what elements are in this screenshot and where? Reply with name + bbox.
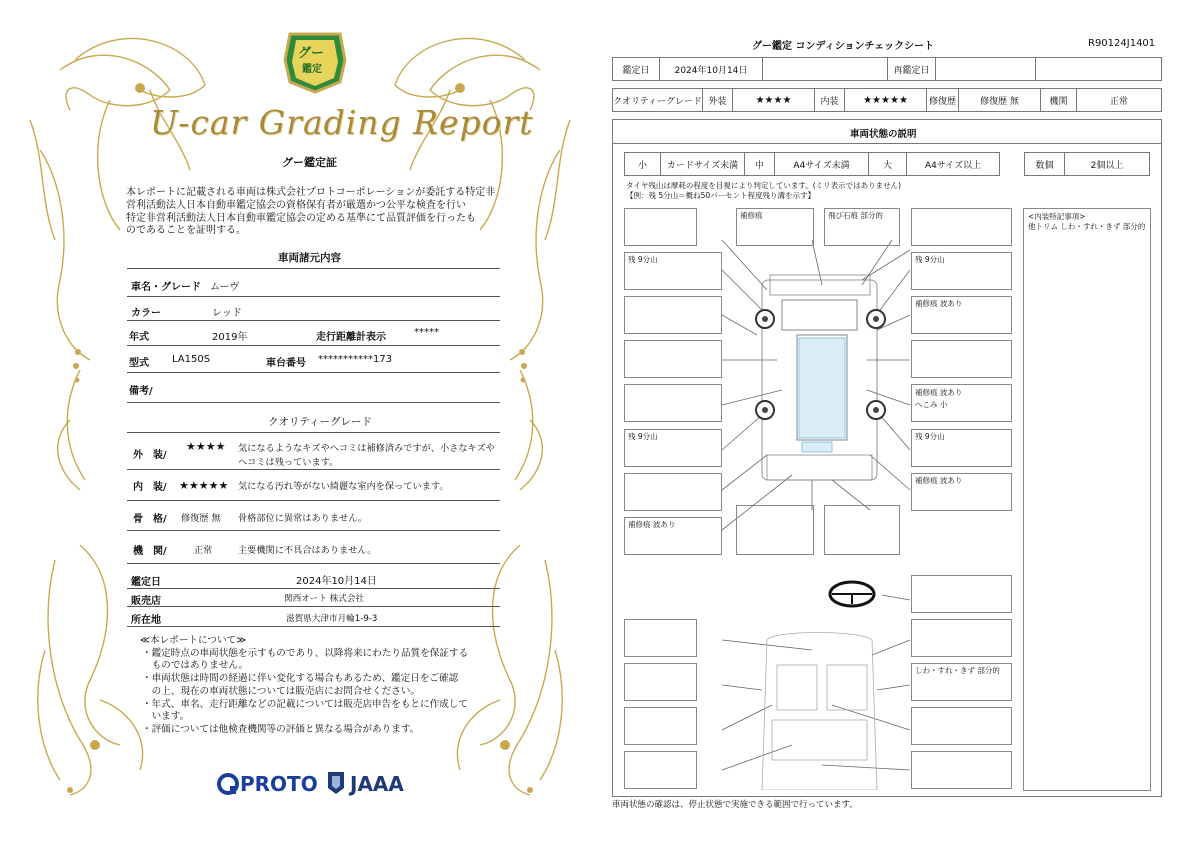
engine-label: 機関: [1041, 89, 1077, 111]
car-name-value: ムーヴ: [210, 282, 240, 293]
cert-line: のであることを証明する。: [126, 225, 246, 236]
engine-label: 機 関/: [133, 546, 167, 557]
engine-value: 正常: [194, 545, 213, 556]
damage-box: [624, 296, 722, 334]
legend-medium-desc: A4サイズ未満: [775, 153, 869, 175]
divider: [127, 320, 500, 321]
damage-box: 補修痕 波あり: [911, 296, 1012, 334]
damage-text: へこみ 小: [915, 400, 948, 409]
frame-label: 骨 格/: [133, 514, 167, 525]
exterior-description: 気になるようなキズやヘコミは補修済みですが、小さなキズや: [238, 443, 495, 454]
about-line: ・年式、車名、走行距離などの記載については販売店申告をもとに作成して: [142, 699, 468, 710]
remarks-label: 備考/: [129, 386, 153, 397]
report-title: U-car Grading Report: [150, 103, 534, 142]
tire-box-rear-left: 残 9分山: [624, 429, 722, 467]
quality-grade-label: クオリティーグレード: [613, 89, 703, 111]
quality-grade-title: クオリティーグレード: [268, 416, 372, 428]
interior-notes-title: <内装特記事項>: [1028, 212, 1086, 221]
interior-box: [624, 707, 697, 745]
divider: [127, 345, 500, 346]
address-value: 滋賀県大津市月輪1-9-3: [286, 614, 378, 624]
divider: [127, 268, 500, 269]
exterior-description: ヘコミは残っています。: [238, 457, 339, 468]
interior-box: [624, 663, 697, 701]
damage-box: 補修痕: [736, 208, 814, 246]
interior-label: 内 装/: [133, 482, 167, 493]
damage-box: 補修痕 波あり: [911, 473, 1012, 511]
damage-box: [911, 340, 1012, 378]
about-line: ものではありません。: [142, 660, 249, 671]
empty-cell: [1036, 58, 1161, 80]
interior-label: 内装: [815, 89, 845, 111]
damage-box: 補修痕 波あり: [624, 517, 722, 555]
damage-box: [911, 384, 1012, 422]
tire-box-front-right: 残 9分山: [911, 252, 1012, 290]
interior-notes-body: 他トリム しわ・すれ・きず 部分的: [1028, 222, 1146, 231]
spec-title: 車両諸元内容: [278, 252, 341, 264]
about-line: の上、現在の車両状態については販売店にお問合せください。: [142, 686, 421, 697]
color-label: カラー: [131, 308, 161, 319]
color-value: レッド: [212, 308, 242, 319]
proto-logo-text: PROTO: [240, 772, 318, 796]
interior-box: [911, 751, 1012, 789]
condition-check-sheet: [600, 0, 1200, 848]
quality-grade-row: [612, 88, 1162, 112]
badge-top-text: グー: [298, 46, 325, 61]
damage-size-legend: [624, 152, 1000, 176]
damage-text: 補修痕 波あり: [915, 388, 963, 397]
appraisal-date-label: 鑑定日: [613, 58, 660, 80]
chassis-label: 車台番号: [266, 358, 306, 369]
jaaa-logo-text: JAAA: [350, 772, 404, 796]
interior-stars: ★★★★★: [179, 479, 229, 492]
engine-value: 正常: [1109, 96, 1128, 107]
certificate-title: グー鑑定証: [282, 156, 337, 169]
damage-box: [624, 473, 722, 511]
damage-box: [624, 340, 722, 378]
legend-small-desc: カードサイズ未満: [661, 153, 745, 175]
reappraisal-date-label: 再鑑定日: [888, 58, 936, 80]
exterior-label: 外装: [703, 89, 733, 111]
repair-history-label: 修復歴: [927, 89, 959, 111]
damage-box: [624, 384, 722, 422]
divider: [127, 563, 500, 564]
proto-logo-icon: [216, 772, 240, 796]
legend-count: 数個: [1025, 153, 1065, 175]
divider: [127, 402, 500, 403]
cert-line: 営利活動法人日本自動車鑑定協会の資格保有者が厳選かつ公平な検査を行い: [126, 200, 466, 211]
interior-box: [624, 619, 697, 657]
tire-note: タイヤ残山は摩耗の程度を目視により判定しています。(ミリ表示ではありません): [626, 181, 902, 190]
divider: [127, 469, 500, 470]
tire-box-rear-right: 残 9分山: [911, 429, 1012, 467]
repair-history-value: 修復歴 無: [959, 89, 1041, 111]
mileage-value: *****: [414, 327, 439, 338]
chassis-value: ***********173: [318, 354, 393, 365]
mileage-label: 走行距離計表示: [316, 332, 386, 343]
year-value: 2019年: [212, 332, 248, 343]
footer-note: 車両状態の確認は、停止状態で実施できる範囲で行っています。: [612, 800, 858, 810]
car-name-label: 車名・グレード: [131, 282, 201, 293]
divider: [612, 143, 1162, 144]
appraisal-date-label: 鑑定日: [131, 577, 161, 588]
condition-title: 車両状態の説明: [850, 129, 917, 140]
count-legend: [1024, 152, 1150, 176]
tire-box-front-left: 残 9分山: [624, 252, 722, 290]
sheet-title: グー鑑定 コンディションチェックシート: [752, 41, 935, 52]
jaaa-logo-icon: [326, 770, 346, 796]
interior-box: [911, 707, 1012, 745]
dealer-label: 販売店: [131, 596, 161, 607]
divider: [127, 432, 500, 433]
model-value: LA150S: [172, 354, 211, 365]
damage-box: [911, 208, 1012, 246]
damage-box: [624, 208, 697, 246]
steering-box: [911, 575, 1012, 613]
damage-box: [824, 505, 900, 555]
divider: [127, 296, 500, 297]
legend-count-desc: 2個以上: [1090, 160, 1124, 171]
damage-box: [736, 505, 814, 555]
sheet-id: R90124J1401: [1088, 38, 1156, 49]
reappraisal-date-value: [936, 58, 1036, 80]
divider: [127, 500, 500, 501]
divider: [127, 372, 500, 373]
exterior-stars: ★★★★: [186, 440, 226, 453]
interior-box: [624, 751, 697, 789]
interior-box: しわ・すれ・きず 部分的: [911, 663, 1012, 701]
about-line: ・車両状態は時間の経過に伴い変化する場合もあるため、鑑定日をご確認: [142, 673, 459, 684]
cert-line: 本レポートに記載される車両は株式会社プロトコーポレーションが委託する特定非: [126, 187, 496, 198]
appraisal-date-value: 2024年10月14日: [296, 576, 377, 587]
exterior-stars: ★★★★: [733, 89, 815, 111]
engine-description: 主要機関に不具合はありません。: [238, 545, 377, 556]
legend-large: 大: [869, 153, 907, 175]
model-label: 型式: [129, 358, 149, 369]
badge-bottom-text: 鑑定: [302, 64, 322, 75]
frame-value: 修復歴 無: [181, 513, 221, 524]
divider: [127, 588, 500, 589]
divider: [127, 606, 500, 607]
divider: [127, 626, 500, 627]
about-line: ・鑑定時点の車両状態を示すものであり、以降将来にわたり品質を保証する: [142, 648, 469, 659]
year-label: 年式: [129, 332, 149, 343]
address-label: 所在地: [131, 615, 161, 626]
steering-wheel-icon: [830, 582, 874, 606]
exterior-label: 外 装/: [133, 450, 167, 461]
legend-medium: 中: [745, 153, 775, 175]
about-line: います。: [142, 711, 190, 722]
legend-large-desc: A4サイズ以上: [924, 160, 982, 171]
interior-stars: ★★★★★: [845, 89, 927, 111]
legend-small: 小: [625, 153, 661, 175]
dealer-value: 関西オート 株式会社: [284, 594, 365, 604]
empty-cell: [763, 58, 888, 80]
appraisal-date-value: 2024年10月14日: [660, 58, 763, 80]
cert-line: 特定非営利活動法人日本自動車鑑定協会の定める基準にて品質評価を行ったも: [126, 213, 476, 224]
appraisal-date-row: [612, 57, 1162, 81]
damage-box: 飛び石痕 部分的: [824, 208, 900, 246]
about-title: ≪本レポートについて≫: [140, 635, 247, 646]
frame-description: 骨格部位に異常はありません。: [238, 513, 368, 524]
about-line: ・評価については他検査機関等の評価と異なる場合があります。: [142, 724, 420, 735]
tire-example-note: 【例：残 5分山＝概ね50パーセント程度残り溝を示す】: [626, 191, 816, 200]
divider: [127, 530, 500, 531]
interior-box: [911, 619, 1012, 657]
interior-description: 気になる汚れ等がない綺麗な室内を保っています。: [238, 481, 449, 492]
interior-notes-box: [1023, 208, 1151, 791]
